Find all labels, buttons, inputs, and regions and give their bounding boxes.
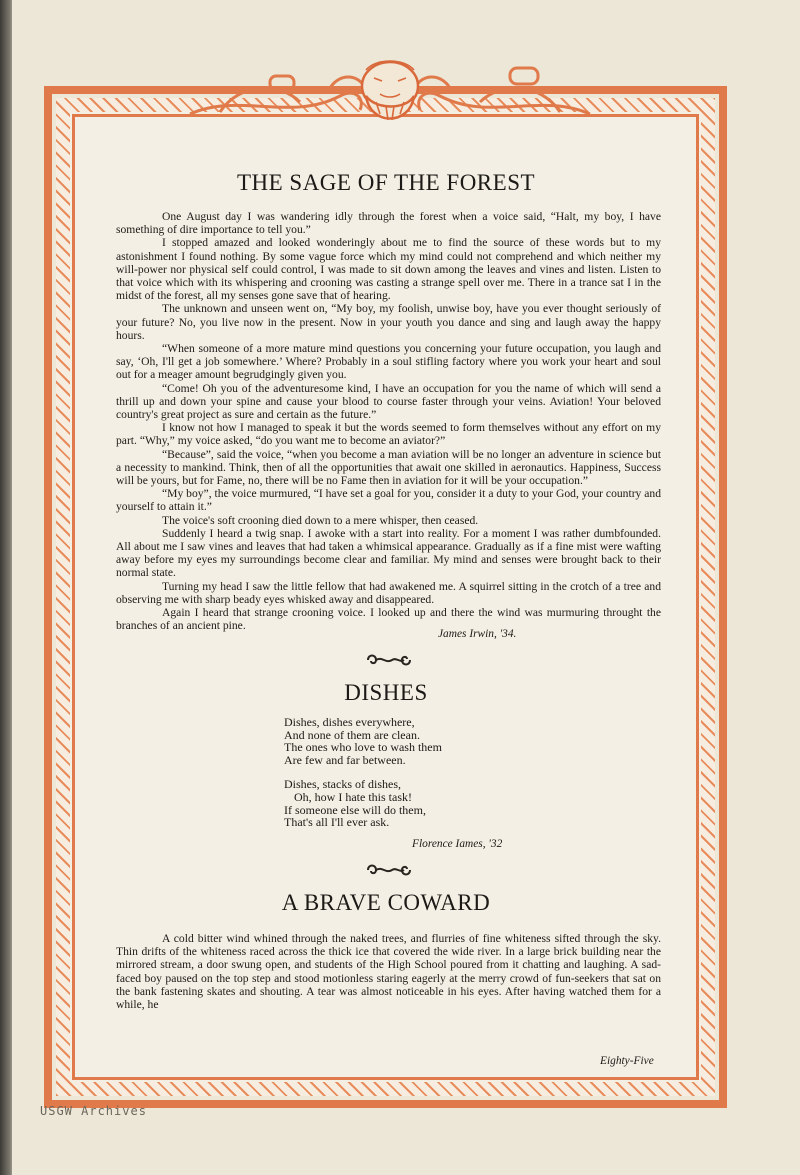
paragraph: Again I heard that strange crooning voice. I looked up and there the wind was murmuring throught the branches of an ancient pine. (116, 606, 661, 633)
page-number: Eighty-Five (600, 1055, 654, 1067)
story-body-sage-of-the-forest (116, 210, 661, 633)
paragraph: The voice's soft crooning died down to a mere whisper, then ceased. (162, 513, 479, 527)
poem-line: Dishes, dishes everywhere, (284, 715, 415, 729)
poem-line: Dishes, stacks of dishes, (284, 777, 401, 792)
poem-line: And none of them are clean. (284, 727, 420, 742)
story-title-sage-of-the-forest: THE SAGE OF THE FOREST (236, 170, 536, 195)
paragraph: “Because”, said the voice, “when you become a man aviation will be no longer an adventure in science but a necessity to mankind. Think, then of all the opportunities that await one skilled in aeronautics. Happiness, Success will be yours, but for Fame, no, there will be no Fame then in aviation for it will be your occupation.” (116, 447, 661, 488)
poem-line: If someone else will do them, (284, 802, 426, 817)
poem-stanza (284, 716, 584, 766)
archive-stamp: USGW Archives (40, 1104, 147, 1118)
page-content (80, 120, 692, 1074)
paragraph: Turning my head I saw the little fellow that had awakened me. A squirrel sitting in the crotch of a tree and observing me with sharp beady eyes whisked away and disappeared. (116, 579, 661, 606)
paragraph: Suddenly I heard a twig snap. I awoke with a start into reality. For a moment I was rather dumbfounded. All about me I saw vines and leaves that had taken a whimsical appearance. Gradually as if a fine mist were wafting away before my eyes my surroundings become clear and familiar. My mind and senses were brought back to their normal state. (116, 526, 661, 580)
paragraph: I know not how I managed to speak it but the words seemed to form themselves without any effort on my part. “Why,” my voice asked, “do you want me to become an aviator?” (116, 421, 661, 448)
poem-line: Are few and far between. (284, 752, 406, 767)
poem-line: That's all I'll ever ask. (284, 815, 390, 830)
author-byline: Florence Iames, '32 (412, 838, 503, 850)
scroll-divider-icon (364, 652, 414, 668)
poem-stanza (284, 778, 584, 828)
poem-line: The ones who love to wash them (284, 740, 442, 755)
poem-dishes (284, 716, 584, 841)
paragraph: “My boy”, the voice murmured, “I have set a goal for you, consider it a duty to your God, your country and yourself to attain it.” (116, 487, 661, 514)
author-byline: James Irwin, '34. (438, 628, 517, 640)
paragraph: “Come! Oh you of the adventuresome kind, I have an occupation for you the name of which will send a thrill up and down your spine and cause your blood to course faster through your veins. Aviation! Your beloved country's great project as sure and certain as the future.” (116, 381, 661, 422)
story-title-dishes: DISHES (344, 680, 428, 705)
poem-line: Oh, how I hate this task! (294, 789, 412, 804)
story-title-a-brave-coward: A BRAVE COWARD (281, 890, 491, 915)
story-body-a-brave-coward (116, 932, 661, 1011)
paragraph: I stopped amazed and looked wonderingly about me to find the source of these words but to my astonishment I found nothing. By some vague force which my mind could not comprehend and which neither my will-power nor physical self could control, I was made to sit down among the leaves and vines and listen. Listen to that voice which with its whispering and crooning was casting a strange spell over me. There in a trance sat I in the midst of the forest, all my senses gone save that of hearing. (116, 236, 661, 303)
paragraph: One August day I was wandering idly through the forest when a voice said, “Halt, my boy, I have something of dire importance to tell you.” (116, 210, 661, 237)
paragraph: The unknown and unseen went on, “My boy, my foolish, unwise boy, have you ever thought seriously of your future? No, you live now in the present. Now in your youth you dance and sing and laugh away the happy hours. (116, 302, 661, 342)
paragraph: “When someone of a more mature mind questions you concerning your future occupation, you laugh and say, ‘Oh, I'll get a job somewhere.’ Where? Probably in a soul stifling factory where you work your heart and soul out for a meager amount begrudgingly given you. (116, 342, 661, 382)
paragraph: A cold bitter wind whined through the naked trees, and flurries of fine whiteness sifted through the sky. Thin drifts of the whiteness raced across the thick ice that covered the wide river. In a large brick building near the mirrored stream, a door swung open, and students of the High School poured from it chatting and laughing. A sad-faced boy paused on the top step and stood motionless staring eagerly at the merry crowd of fun-seekers that sat on the bank fastening skates and shouting. A tear was almost noticeable in his eyes. After having watched them for a while, he (116, 932, 661, 1012)
scroll-divider-icon (364, 862, 414, 878)
